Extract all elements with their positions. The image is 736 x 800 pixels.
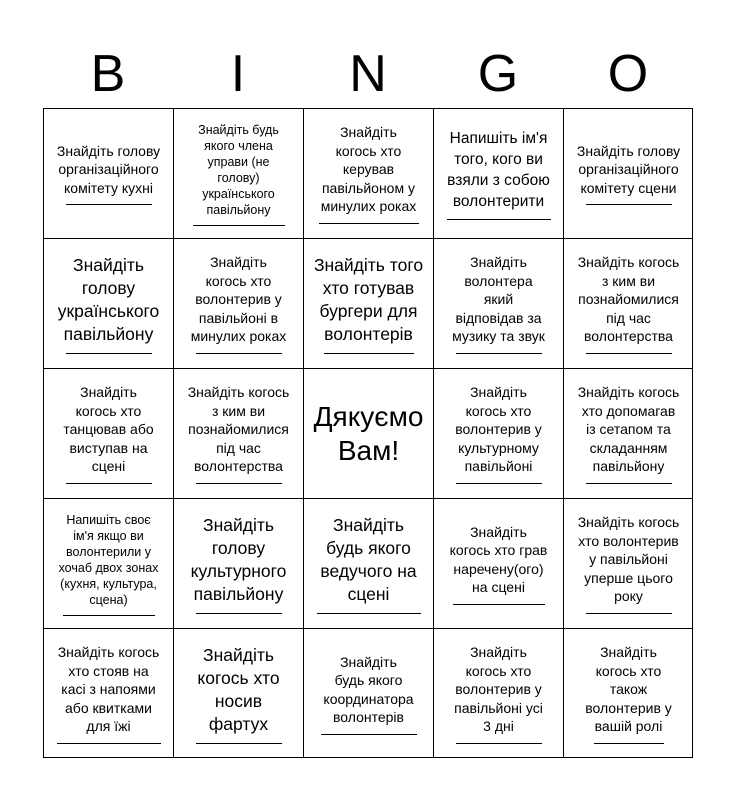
bingo-cell[interactable]: [43, 498, 173, 628]
answer-line: [594, 743, 664, 744]
bingo-cell[interactable]: [173, 238, 303, 368]
cell-prompt: Знайдіть когось хто танцював або виступав на сцені: [63, 384, 154, 475]
answer-line: [447, 219, 551, 220]
bingo-cell[interactable]: [303, 628, 433, 758]
answer-line: [586, 613, 672, 614]
cell-prompt: Знайдіть когось з ким ви познайомилися під час волонтерства: [187, 384, 290, 475]
bingo-cell[interactable]: [173, 628, 303, 758]
header-letter-o: O: [607, 45, 649, 103]
answer-line: [453, 604, 545, 605]
cell-prompt: Знайдіть когось хто волонтерив у павільйоні в минулих роках: [190, 254, 287, 345]
answer-line: [196, 743, 282, 744]
bingo-cell[interactable]: [43, 628, 173, 758]
cell-prompt: Знайдіть когось хто також волонтерив у вашій ролі: [585, 644, 672, 735]
bingo-cell[interactable]: [303, 498, 433, 628]
answer-line: [317, 613, 421, 614]
cell-prompt: Знайдіть когось з ким ви познайомилися під час волонтерства: [577, 254, 680, 345]
cell-prompt: Знайдіть когось хто волонтерив у культурному павільйоні: [455, 384, 542, 475]
bingo-cell[interactable]: [173, 368, 303, 498]
cell-prompt: Знайдіть будь якого члена управи (не голову) українського павільйону: [198, 122, 279, 217]
bingo-cell[interactable]: [43, 108, 173, 238]
answer-line: [456, 353, 542, 354]
answer-line: [57, 743, 161, 744]
answer-line: [63, 615, 155, 616]
answer-line: [66, 353, 152, 354]
cell-prompt: Знайдіть того хто готував бургери для волонтерів: [313, 254, 424, 344]
bingo-cell[interactable]: [43, 238, 173, 368]
cell-prompt: Знайдіть голову українського павільйону: [57, 254, 160, 344]
cell-prompt: Знайдіть будь якого координатора волонтерів: [323, 653, 414, 725]
bingo-cell[interactable]: [563, 368, 693, 498]
cell-prompt: Знайдіть будь якого ведучого на сцені: [320, 514, 417, 604]
answer-line: [196, 483, 282, 484]
answer-line: [321, 734, 417, 735]
bingo-cell[interactable]: [563, 238, 693, 368]
bingo-cell[interactable]: [563, 628, 693, 758]
cell-prompt: Знайдіть голову організаційного комітету кухні: [56, 142, 161, 196]
header-letter-b: B: [90, 45, 126, 103]
bingo-cell[interactable]: [43, 368, 173, 498]
cell-prompt: Напишіть ім'я того, кого ви взяли з собою волонтерити: [447, 129, 550, 210]
cell-prompt: Напишіть своє ім'я якщо ви волонтерили у хочаб двох зонах (кухня, культура, сцена): [58, 512, 159, 607]
bingo-cell[interactable]: [173, 108, 303, 238]
free-space-cell: [303, 368, 433, 498]
bingo-cell[interactable]: [303, 238, 433, 368]
answer-line: [324, 353, 414, 354]
answer-line: [456, 483, 542, 484]
header-letter-g: G: [477, 45, 519, 103]
answer-line: [196, 613, 282, 614]
cell-prompt: Знайдіть когось хто стояв на касі з напоями або квитками для їжі: [57, 644, 160, 735]
header-letter-n: N: [349, 45, 387, 103]
bingo-cell[interactable]: [433, 498, 563, 628]
bingo-cell[interactable]: [563, 108, 693, 238]
answer-line: [66, 204, 152, 205]
answer-line: [66, 483, 152, 484]
bingo-header: [43, 40, 693, 108]
bingo-card-grid: [43, 108, 693, 758]
cell-prompt: Знайдіть когось хто носив фартух: [197, 644, 280, 734]
cell-prompt: Знайдіть когось хто допомагав із сетапом та складанням павільйону: [577, 384, 680, 475]
cell-prompt: Знайдіть когось хто грав наречену(ого) на сцені: [449, 523, 548, 595]
answer-line: [586, 483, 672, 484]
answer-line: [193, 225, 285, 226]
cell-prompt: Знайдіть голову організаційного комітету сцени: [576, 142, 681, 196]
free-space-text: Дякуємо Вам!: [313, 400, 424, 466]
cell-prompt: Знайдіть голову культурного павільйону: [190, 514, 287, 604]
answer-line: [319, 223, 419, 224]
bingo-cell[interactable]: [433, 368, 563, 498]
answer-line: [456, 743, 542, 744]
bingo-cell[interactable]: [303, 108, 433, 238]
cell-prompt: Знайдіть когось хто волонтерив у павільйоні усі 3 дні: [454, 644, 543, 735]
bingo-cell[interactable]: [433, 108, 563, 238]
answer-line: [196, 353, 282, 354]
cell-prompt: Знайдіть волонтера який відповідав за музику та звук: [452, 254, 545, 345]
answer-line: [586, 353, 672, 354]
bingo-cell[interactable]: [433, 628, 563, 758]
bingo-cell[interactable]: [433, 238, 563, 368]
bingo-cell[interactable]: [173, 498, 303, 628]
cell-prompt: Знайдіть когось хто керував павільйоном у минулих роках: [320, 124, 417, 215]
header-letter-i: I: [230, 45, 246, 103]
bingo-cell[interactable]: [563, 498, 693, 628]
answer-line: [586, 204, 672, 205]
cell-prompt: Знайдіть когось хто волонтерив у павільйоні уперше цього року: [577, 514, 680, 605]
